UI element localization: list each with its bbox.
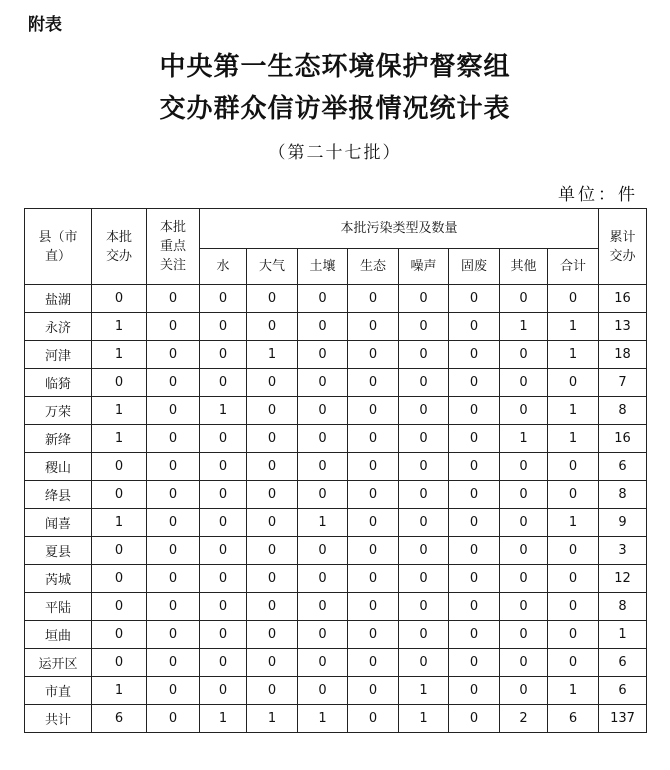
table-row: [25, 565, 647, 593]
table-cell: 0: [247, 537, 298, 565]
table-cell: 0: [147, 481, 200, 509]
table-cell: 0: [348, 649, 399, 677]
table-cell: 0: [298, 453, 348, 481]
county-name: 稷山: [25, 453, 92, 481]
table-cell: 0: [247, 425, 298, 453]
county-name: 闻喜: [25, 509, 92, 537]
table-cell: 0: [298, 313, 348, 341]
table-cell: 0: [92, 285, 147, 313]
table-row: [25, 425, 647, 453]
table-cell: 0: [348, 481, 399, 509]
table-cell: 0: [298, 593, 348, 621]
table-cell: 0: [348, 621, 399, 649]
county-name: 垣曲: [25, 621, 92, 649]
table-cell: 1: [399, 677, 449, 705]
table-row: [25, 313, 647, 341]
table-cell: 0: [200, 481, 247, 509]
table-cell: 6: [599, 677, 647, 705]
county-name: 新绛: [25, 425, 92, 453]
table-cell: 0: [147, 593, 200, 621]
table-cell: 7: [599, 369, 647, 397]
header-pollution-type: 水: [200, 249, 247, 285]
header-pollution-type: 其他: [500, 249, 548, 285]
table-row: [25, 285, 647, 313]
header-pollution-type: 大气: [247, 249, 298, 285]
header-batch-assigned: 本批交办: [92, 209, 147, 285]
table-cell: 0: [348, 705, 399, 733]
table-cell: 0: [348, 453, 399, 481]
table-cell: 1: [298, 705, 348, 733]
table-cell: 13: [599, 313, 647, 341]
table-cell: 0: [548, 565, 599, 593]
table-cell: 0: [147, 565, 200, 593]
county-name: 共计: [25, 705, 92, 733]
table-cell: 0: [298, 649, 348, 677]
table-cell: 0: [247, 313, 298, 341]
table-row: [25, 509, 647, 537]
table-row: [25, 649, 647, 677]
county-name: 运开区: [25, 649, 92, 677]
table-cell: 0: [399, 565, 449, 593]
county-name: 绛县: [25, 481, 92, 509]
table-cell: 0: [147, 453, 200, 481]
table-cell: 0: [147, 537, 200, 565]
table-cell: 0: [348, 425, 399, 453]
table-cell: 8: [599, 593, 647, 621]
page-title-line1: 中央第一生态环境保护督察组: [159, 52, 511, 82]
table-cell: 0: [298, 425, 348, 453]
table-cell: 1: [92, 313, 147, 341]
table-cell: 0: [298, 341, 348, 369]
table-cell: 0: [92, 453, 147, 481]
table-cell: 0: [399, 453, 449, 481]
county-name: 永济: [25, 313, 92, 341]
statistics-table: [24, 208, 647, 733]
table-cell: 0: [147, 397, 200, 425]
table-cell: 6: [599, 453, 647, 481]
table-cell: 0: [449, 453, 500, 481]
table-cell: 0: [298, 285, 348, 313]
table-cell: 0: [147, 621, 200, 649]
table-cell: 1: [548, 341, 599, 369]
table-cell: 0: [247, 285, 298, 313]
table-cell: 0: [348, 677, 399, 705]
table-cell: 0: [399, 425, 449, 453]
table-cell: 0: [449, 621, 500, 649]
table-cell: 0: [548, 481, 599, 509]
table-cell: 0: [399, 369, 449, 397]
table-cell: 0: [147, 285, 200, 313]
table-cell: 1: [548, 509, 599, 537]
table-cell: 0: [200, 621, 247, 649]
table-cell: 0: [247, 593, 298, 621]
attachment-label: 附表: [28, 15, 62, 35]
table-cell: 0: [548, 537, 599, 565]
table-cell: 0: [399, 397, 449, 425]
table-row: [25, 705, 647, 733]
table-cell: 0: [247, 509, 298, 537]
table-cell: 1: [92, 509, 147, 537]
table-cell: 0: [500, 509, 548, 537]
table-cell: 0: [200, 565, 247, 593]
county-name: 平陆: [25, 593, 92, 621]
table-cell: 0: [548, 621, 599, 649]
table-cell: 0: [348, 313, 399, 341]
table-cell: 0: [147, 369, 200, 397]
table-cell: 0: [399, 509, 449, 537]
table-cell: 0: [548, 593, 599, 621]
table-cell: 0: [247, 481, 298, 509]
table-cell: 0: [200, 537, 247, 565]
table-cell: 16: [599, 425, 647, 453]
table-cell: 0: [449, 397, 500, 425]
table-cell: 1: [548, 397, 599, 425]
table-cell: 0: [147, 649, 200, 677]
table-cell: 0: [500, 481, 548, 509]
table-row: [25, 677, 647, 705]
table-cell: 0: [92, 481, 147, 509]
table-cell: 0: [247, 677, 298, 705]
table-row: [25, 341, 647, 369]
table-cell: 1: [92, 397, 147, 425]
county-name: 河津: [25, 341, 92, 369]
table-cell: 0: [247, 453, 298, 481]
table-cell: 0: [147, 341, 200, 369]
table-cell: 1: [500, 313, 548, 341]
table-cell: 0: [500, 593, 548, 621]
table-cell: 0: [500, 453, 548, 481]
table-cell: 0: [147, 425, 200, 453]
table-cell: 1: [548, 313, 599, 341]
table-row: [25, 481, 647, 509]
table-cell: 1: [599, 621, 647, 649]
table-cell: 0: [449, 565, 500, 593]
header-cumulative: 累计交办: [599, 209, 647, 285]
table-cell: 6: [92, 705, 147, 733]
unit-label: 单位：件: [558, 185, 638, 205]
table-cell: 12: [599, 565, 647, 593]
table-cell: 0: [348, 593, 399, 621]
table-cell: 0: [247, 369, 298, 397]
table-cell: 0: [399, 481, 449, 509]
table-cell: 0: [449, 649, 500, 677]
table-cell: 0: [548, 649, 599, 677]
header-pollution-type: 土壤: [298, 249, 348, 285]
table-cell: 1: [200, 705, 247, 733]
table-cell: 0: [200, 677, 247, 705]
table-cell: 1: [92, 341, 147, 369]
table-cell: 0: [92, 565, 147, 593]
table-cell: 0: [200, 593, 247, 621]
table-cell: 0: [449, 369, 500, 397]
table-cell: 0: [449, 313, 500, 341]
table-cell: 0: [298, 481, 348, 509]
table-cell: 0: [298, 537, 348, 565]
table-cell: 1: [200, 397, 247, 425]
page-title-line2: 交办群众信访举报情况统计表: [159, 94, 511, 124]
table-cell: 1: [548, 677, 599, 705]
table-cell: 1: [399, 705, 449, 733]
table-cell: 0: [200, 425, 247, 453]
header-batch-key-focus: 本批重点关注: [147, 209, 200, 285]
table-cell: 1: [92, 425, 147, 453]
table-cell: 0: [500, 285, 548, 313]
county-name: 芮城: [25, 565, 92, 593]
table-cell: 0: [500, 537, 548, 565]
table-cell: 0: [548, 285, 599, 313]
table-cell: 0: [200, 341, 247, 369]
table-row: [25, 453, 647, 481]
table-cell: 0: [147, 313, 200, 341]
table-cell: 0: [449, 341, 500, 369]
table-cell: 0: [500, 565, 548, 593]
table-cell: 0: [449, 425, 500, 453]
batch-number: （第二十七批）: [268, 143, 402, 163]
table-row: [25, 397, 647, 425]
table-cell: 0: [449, 593, 500, 621]
table-row: [25, 621, 647, 649]
table-cell: 0: [247, 565, 298, 593]
table-cell: 1: [92, 677, 147, 705]
header-pollution-type: 生态: [348, 249, 399, 285]
county-name: 万荣: [25, 397, 92, 425]
table-cell: 0: [449, 481, 500, 509]
table-cell: 0: [298, 677, 348, 705]
table-cell: 0: [348, 537, 399, 565]
table-cell: 137: [599, 705, 647, 733]
header-pollution-type: 固废: [449, 249, 500, 285]
table-cell: 0: [247, 649, 298, 677]
table-cell: 0: [92, 649, 147, 677]
table-cell: 0: [298, 565, 348, 593]
table-cell: 0: [147, 705, 200, 733]
table-cell: 0: [147, 509, 200, 537]
table-cell: 0: [298, 397, 348, 425]
table-cell: 0: [500, 341, 548, 369]
table-cell: 6: [599, 649, 647, 677]
county-name: 市直: [25, 677, 92, 705]
table-cell: 0: [449, 677, 500, 705]
table-row: [25, 537, 647, 565]
table-cell: 1: [247, 341, 298, 369]
table-cell: 18: [599, 341, 647, 369]
table-cell: 0: [92, 593, 147, 621]
table-cell: 0: [399, 621, 449, 649]
table-cell: 0: [348, 341, 399, 369]
table-cell: 0: [147, 677, 200, 705]
table-cell: 6: [548, 705, 599, 733]
table-cell: 0: [200, 453, 247, 481]
table-cell: 0: [200, 509, 247, 537]
table-cell: 0: [500, 369, 548, 397]
table-cell: 0: [399, 593, 449, 621]
table-cell: 0: [348, 509, 399, 537]
header-pollution-group: 本批污染类型及数量: [200, 209, 599, 249]
table-cell: 0: [399, 285, 449, 313]
table-cell: 0: [247, 621, 298, 649]
table-cell: 0: [200, 649, 247, 677]
table-cell: 0: [449, 705, 500, 733]
table-cell: 0: [298, 621, 348, 649]
table-cell: 0: [298, 369, 348, 397]
header-pollution-type: 合计: [548, 249, 599, 285]
table-cell: 0: [92, 369, 147, 397]
table-cell: 8: [599, 481, 647, 509]
table-cell: 0: [449, 509, 500, 537]
table-cell: 0: [247, 397, 298, 425]
table-cell: 0: [200, 369, 247, 397]
table-cell: 0: [500, 677, 548, 705]
header-pollution-type: 噪声: [399, 249, 449, 285]
table-cell: 9: [599, 509, 647, 537]
table-cell: 0: [399, 341, 449, 369]
table-cell: 0: [200, 285, 247, 313]
table-cell: 16: [599, 285, 647, 313]
county-name: 盐湖: [25, 285, 92, 313]
table-cell: 0: [348, 285, 399, 313]
table-cell: 0: [399, 649, 449, 677]
county-name: 夏县: [25, 537, 92, 565]
table-cell: 0: [548, 369, 599, 397]
table-cell: 8: [599, 397, 647, 425]
county-name: 临猗: [25, 369, 92, 397]
table-cell: 0: [348, 565, 399, 593]
table-cell: 0: [548, 453, 599, 481]
table-cell: 3: [599, 537, 647, 565]
table-cell: 0: [449, 537, 500, 565]
table-cell: 0: [399, 537, 449, 565]
table-cell: 1: [548, 425, 599, 453]
table-cell: 0: [399, 313, 449, 341]
table-cell: 0: [500, 397, 548, 425]
table-cell: 0: [500, 649, 548, 677]
table-cell: 0: [348, 369, 399, 397]
table-cell: 0: [200, 313, 247, 341]
table-cell: 0: [92, 621, 147, 649]
table-cell: 0: [348, 397, 399, 425]
table-cell: 1: [500, 425, 548, 453]
table-cell: 0: [500, 621, 548, 649]
table-row: [25, 593, 647, 621]
table-cell: 1: [298, 509, 348, 537]
header-county: 县（市直）: [25, 209, 92, 285]
table-row: [25, 369, 647, 397]
table-cell: 0: [449, 285, 500, 313]
table-cell: 0: [92, 537, 147, 565]
table-cell: 2: [500, 705, 548, 733]
table-cell: 1: [247, 705, 298, 733]
